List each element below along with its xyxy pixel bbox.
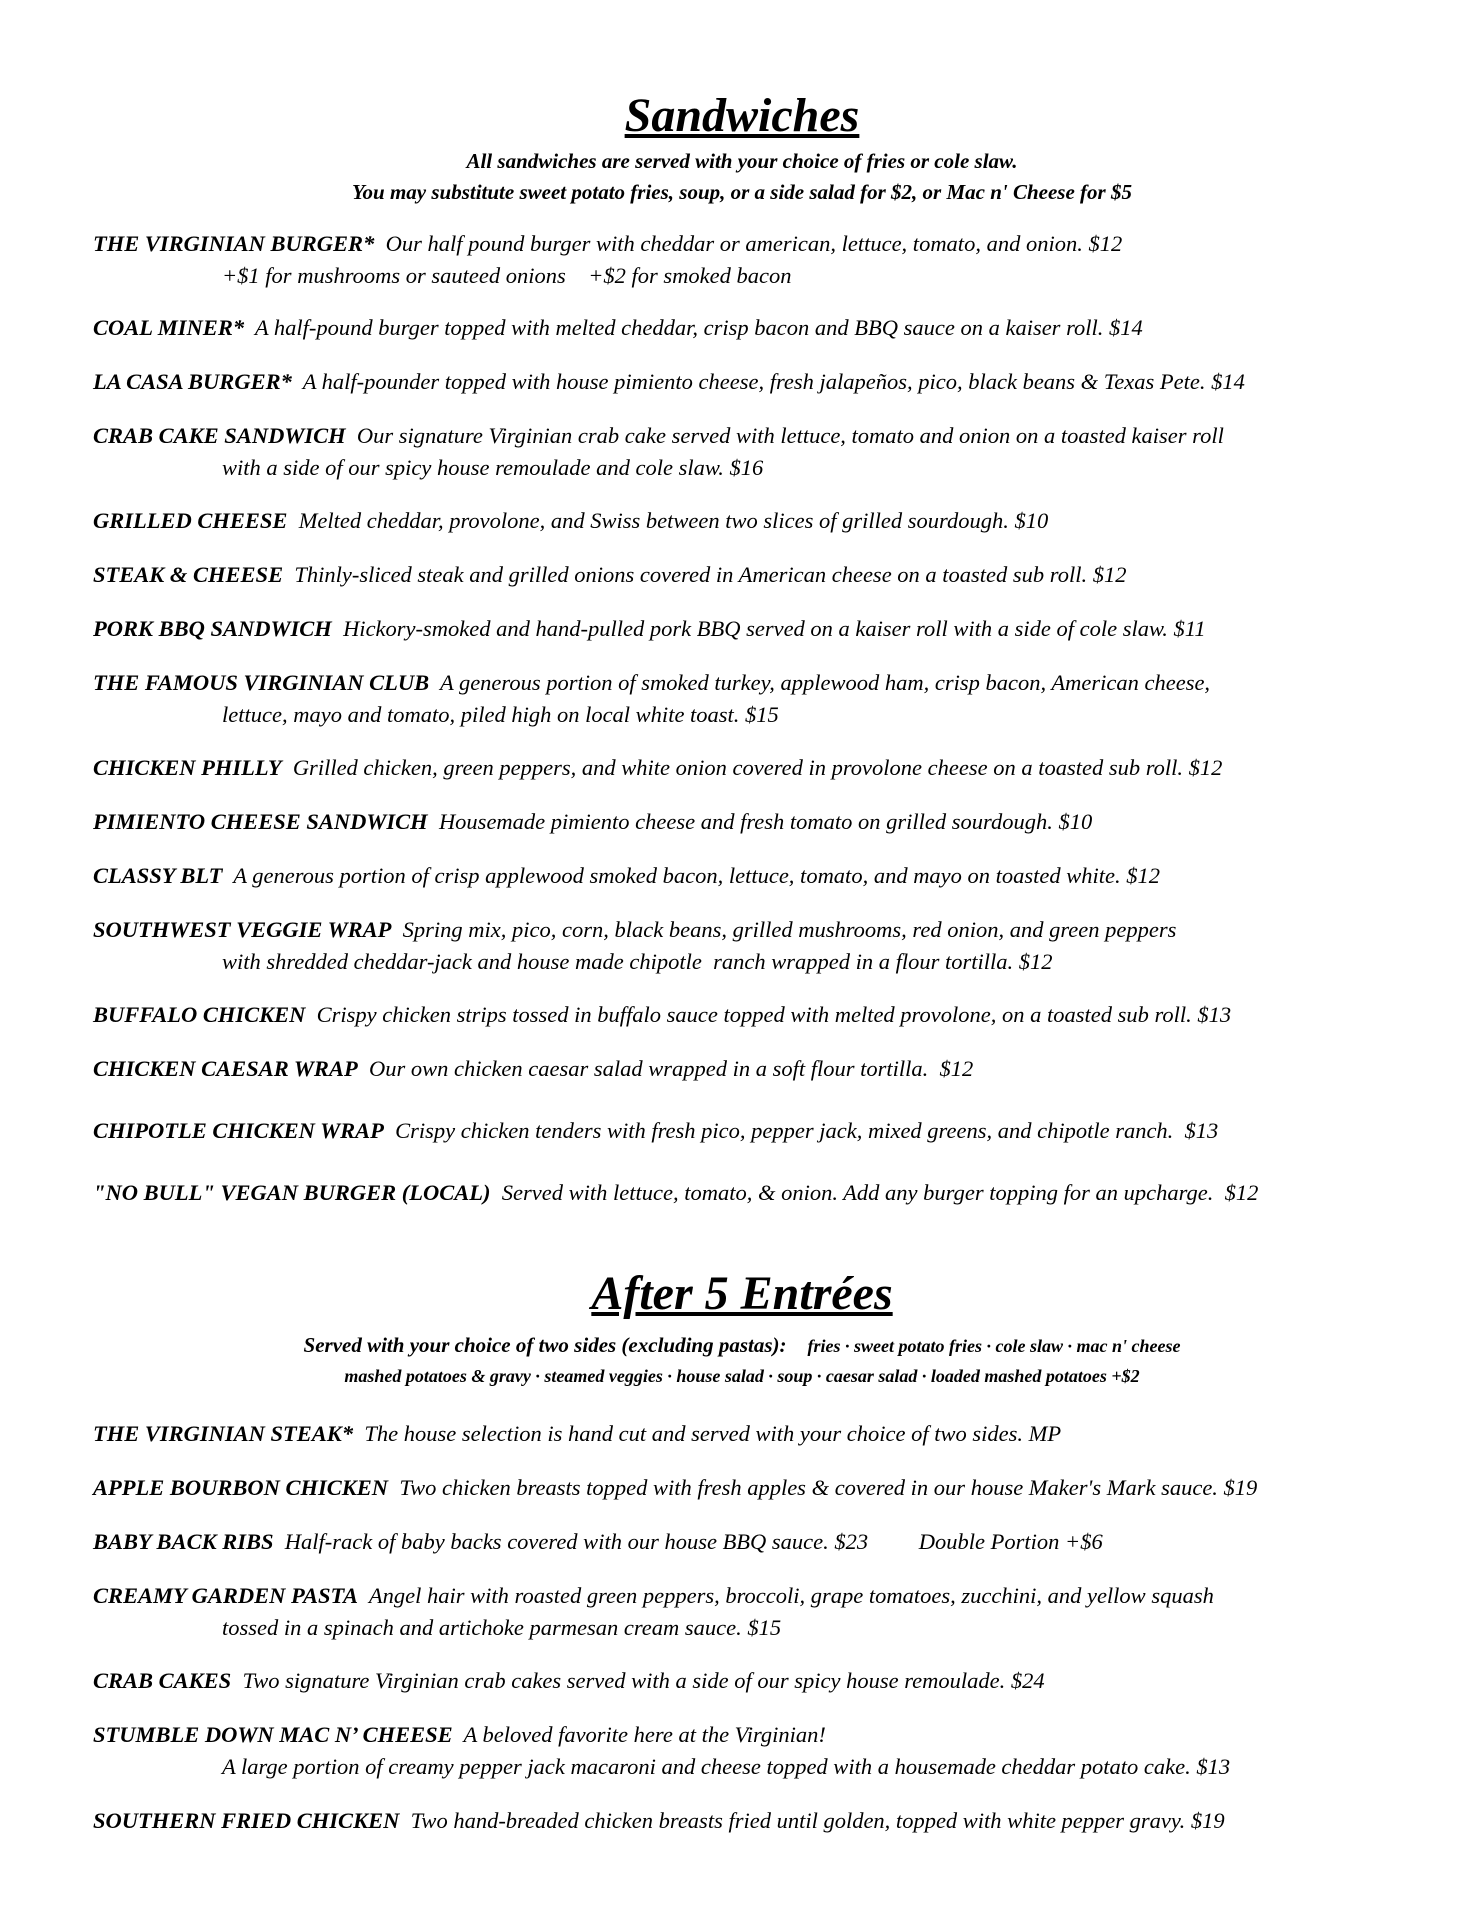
- item-desc: Two signature Virginian crab cakes served with a side of our spicy house remoulade. $24: [242, 1668, 1045, 1693]
- menu-item-southern-fried-chicken: [93, 1805, 1453, 1837]
- item-desc: Hickory-smoked and hand-pulled pork BBQ served on a kaiser roll with a side of cole slaw. $11: [343, 616, 1206, 641]
- entrees-subtitle-sides-list: fries · sweet potato fries · cole slaw · mac n' cheese: [807, 1336, 1181, 1356]
- menu-item-apple-bourbon-chicken: [93, 1472, 1453, 1504]
- item-name: SOUTHWEST VEGGIE WRAP: [93, 917, 392, 942]
- item-name: THE FAMOUS VIRGINIAN CLUB: [93, 670, 430, 695]
- item-name: CREAMY GARDEN PASTA: [93, 1583, 359, 1608]
- item-name: CRAB CAKE SANDWICH: [93, 423, 346, 448]
- item-desc: Served with lettuce, tomato, & onion. Add any burger topping for an upcharge. $12: [501, 1180, 1259, 1205]
- item-desc: A half-pound burger topped with melted cheddar, crisp bacon and BBQ sauce on a kaiser roll. $14: [254, 315, 1143, 340]
- item-name: PIMIENTO CHEESE SANDWICH: [93, 809, 428, 834]
- item-desc: Melted cheddar, provolone, and Swiss between two slices of grilled sourdough. $10: [298, 508, 1049, 533]
- item-desc-line2: with shredded cheddar-jack and house made chipotle ranch wrapped in a flour tortilla. $12: [222, 949, 1053, 974]
- item-name: COAL MINER*: [93, 315, 245, 340]
- item-desc-line2: with a side of our spicy house remoulade and cole slaw. $16: [222, 455, 764, 480]
- item-name: STUMBLE DOWN MAC N’ CHEESE: [93, 1722, 453, 1747]
- item-desc: Thinly-sliced steak and grilled onions covered in American cheese on a toasted sub roll. $12: [294, 562, 1127, 587]
- item-desc: Our half pound burger with cheddar or american, lettuce, tomato, and onion. $12: [385, 231, 1123, 256]
- item-desc: Two chicken breasts topped with fresh apples & covered in our house Maker's Mark sauce. $19: [399, 1475, 1258, 1500]
- item-name: THE VIRGINIAN STEAK*: [93, 1421, 354, 1446]
- menu-item-no-bull-vegan-burger: [93, 1177, 1453, 1209]
- menu-item-chipotle-chicken-wrap: [93, 1115, 1453, 1147]
- menu-item-buffalo-chicken: [93, 999, 1453, 1031]
- item-desc: A generous portion of crisp applewood smoked bacon, lettuce, tomato, and mayo on toasted white. $12: [233, 863, 1161, 888]
- item-name: CRAB CAKES: [93, 1668, 232, 1693]
- menu-item-baby-back-ribs: [93, 1526, 1453, 1558]
- entrees-subtitle-2: mashed potatoes & gravy · steamed veggies · house salad · soup · caesar salad · loaded mashed potatoes +$2: [344, 1366, 1140, 1386]
- menu-item-chicken-philly: [93, 752, 1453, 784]
- item-name: CHICKEN CAESAR WRAP: [93, 1056, 358, 1081]
- item-name: CHICKEN PHILLY: [93, 755, 282, 780]
- menu-item-chicken-caesar-wrap: [93, 1053, 1453, 1085]
- item-name: THE VIRGINIAN BURGER*: [93, 231, 375, 256]
- item-name: SOUTHERN FRIED CHICKEN: [93, 1808, 400, 1833]
- item-name: APPLE BOURBON CHICKEN: [93, 1475, 389, 1500]
- item-desc: Angel hair with roasted green peppers, broccoli, grape tomatoes, zucchini, and yellow squash: [368, 1583, 1214, 1608]
- menu-item-crab-cakes: [93, 1665, 1453, 1697]
- item-desc-line2: A large portion of creamy pepper jack macaroni and cheese topped with a housemade cheddar potato cake. $13: [222, 1754, 1231, 1779]
- menu-item-la-casa-burger: [93, 366, 1453, 398]
- item-desc: A beloved favorite here at the Virginian!: [463, 1722, 826, 1747]
- sandwiches-subtitle-2: You may substitute sweet potato fries, soup, or a side salad for $2, or Mac n' Cheese for $5: [352, 180, 1132, 204]
- item-desc: Spring mix, pico, corn, black beans, grilled mushrooms, red onion, and green peppers: [402, 917, 1177, 942]
- item-desc: A generous portion of smoked turkey, applewood ham, crisp bacon, American cheese,: [439, 670, 1211, 695]
- menu-item-southwest-veggie-wrap: [93, 914, 1453, 978]
- menu-item-creamy-garden-pasta: [93, 1580, 1453, 1644]
- item-name: PORK BBQ SANDWICH: [93, 616, 332, 641]
- entrees-subtitle-sides-note: Served with your choice of two sides (excluding pastas):: [303, 1333, 787, 1357]
- menu-item-grilled-cheese: [93, 505, 1453, 537]
- menu-item-steak-cheese: [93, 559, 1453, 591]
- item-desc: Two hand-breaded chicken breasts fried until golden, topped with white pepper gravy. $19: [410, 1808, 1225, 1833]
- item-desc: A half-pounder topped with house pimiento cheese, fresh jalapeños, pico, black beans & Texas Pete. $14: [302, 369, 1245, 394]
- item-desc: Grilled chicken, green peppers, and white onion covered in provolone cheese on a toasted sub roll. $12: [292, 755, 1223, 780]
- sandwiches-title: Sandwiches: [624, 89, 860, 142]
- item-name: STEAK & CHEESE: [93, 562, 284, 587]
- item-name: LA CASA BURGER*: [93, 369, 292, 394]
- entrees-title: After 5 Entrées: [591, 1267, 893, 1320]
- item-desc: Crispy chicken strips tossed in buffalo sauce topped with melted provolone, on a toasted sub roll. $13: [316, 1002, 1232, 1027]
- item-name: CLASSY BLT: [93, 863, 223, 888]
- menu-item-classy-blt: [93, 860, 1453, 892]
- item-desc-line2: tossed in a spinach and artichoke parmesan cream sauce. $15: [222, 1615, 782, 1640]
- item-desc-line2: lettuce, mayo and tomato, piled high on local white toast. $15: [222, 702, 779, 727]
- menu-item-virginian-burger: [93, 228, 1453, 292]
- item-desc-line2: +$1 for mushrooms or sauteed onions +$2 for smoked bacon: [222, 263, 792, 288]
- item-desc: The house selection is hand cut and served with your choice of two sides. MP: [364, 1421, 1062, 1446]
- menu-item-pork-bbq-sandwich: [93, 613, 1453, 645]
- sandwiches-subtitle-1: All sandwiches are served with your choice of fries or cole slaw.: [466, 149, 1018, 173]
- item-desc: Our signature Virginian crab cake served with lettuce, tomato and onion on a toasted kaiser roll: [356, 423, 1224, 448]
- menu-item-virginian-steak: [93, 1418, 1453, 1450]
- item-name: GRILLED CHEESE: [93, 508, 288, 533]
- item-desc: Half-rack of baby backs covered with our house BBQ sauce. $23: [284, 1529, 869, 1554]
- item-name: "NO BULL" VEGAN BURGER (LOCAL): [93, 1180, 491, 1205]
- item-desc: Housemade pimiento cheese and fresh tomato on grilled sourdough. $10: [438, 809, 1093, 834]
- menu-item-crab-cake-sandwich: [93, 420, 1453, 484]
- entrees-subtitle-1: [0, 1330, 1484, 1361]
- item-name: BUFFALO CHICKEN: [93, 1002, 306, 1027]
- item-name: BABY BACK RIBS: [93, 1529, 274, 1554]
- menu-item-coal-miner: [93, 312, 1453, 344]
- item-desc: Our own chicken caesar salad wrapped in a soft flour tortilla. $12: [368, 1056, 974, 1081]
- menu-item-pimiento-cheese-sandwich: [93, 806, 1453, 838]
- item-desc: Crispy chicken tenders with fresh pico, pepper jack, mixed greens, and chipotle ranch. $13: [395, 1118, 1219, 1143]
- menu-item-famous-virginian-club: [93, 667, 1453, 731]
- item-extra: Double Portion +$6: [918, 1529, 1103, 1554]
- item-name: CHIPOTLE CHICKEN WRAP: [93, 1118, 384, 1143]
- menu-item-stumble-down-mac-n-cheese: [93, 1719, 1453, 1783]
